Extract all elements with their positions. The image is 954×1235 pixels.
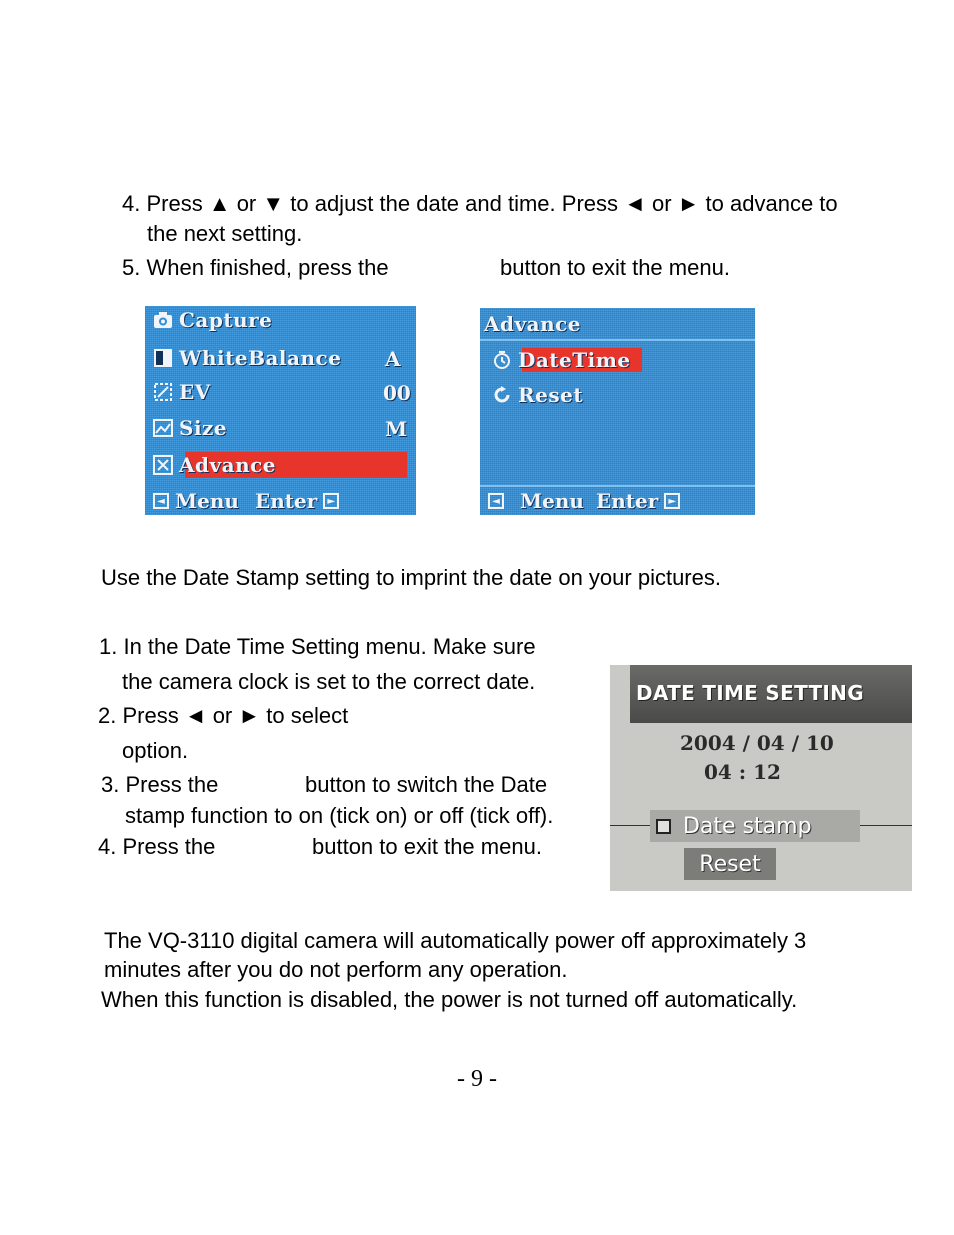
dts-date: 2004 / 04 / 10 <box>680 731 834 755</box>
ds-step-1-line-2: the camera clock is set to the correct date. <box>122 669 536 694</box>
auto-power-line-1: The VQ-3110 digital camera will automatically power off approximately 3 <box>104 928 807 953</box>
ds-step-4-text-a: 4. Press the <box>98 834 216 859</box>
step-4-line-2: the next setting. <box>147 221 303 246</box>
camera-icon <box>153 310 173 330</box>
menu-item-label: Advance <box>179 453 277 477</box>
page-number: - 9 - <box>457 1066 497 1092</box>
menu-item-value: 00 <box>383 381 411 405</box>
menu-item-label: EV <box>179 380 211 404</box>
ds-step-3-line-2: stamp function to on (tick on) or off (tick off). <box>125 803 554 828</box>
footer-enter-label: Enter <box>595 489 659 513</box>
advance-title-row <box>484 310 581 338</box>
date-time-setting-screen <box>610 665 912 891</box>
menu-item-label: Size <box>179 416 228 440</box>
dts-date-stamp-row <box>650 810 860 842</box>
footer-enter-label: Enter <box>254 489 318 513</box>
advance-title: Advance <box>484 312 582 336</box>
advance-item-label: Reset <box>518 383 584 407</box>
title-divider <box>480 339 755 341</box>
ds-step-1-line-1: 1. In the Date Time Setting menu. Make sure <box>99 634 536 659</box>
menu-footer <box>145 487 416 515</box>
dts-title: DATE TIME SETTING <box>636 681 864 705</box>
left-key-icon: ◄ <box>488 493 504 509</box>
menu-item-label: WhiteBalance <box>179 346 342 370</box>
menu-screen <box>145 306 416 515</box>
footer-menu-label: Menu <box>520 489 584 513</box>
menu-item-ev <box>153 378 211 406</box>
menu-item-label: Capture <box>179 308 273 332</box>
left-key-icon: ◄ <box>153 493 169 509</box>
advance-icon <box>153 455 173 475</box>
advance-item-reset <box>492 381 583 409</box>
ds-step-4-text-b: button to exit the menu. <box>312 834 542 859</box>
auto-power-line-2: minutes after you do not perform any operation. <box>104 957 568 982</box>
menu-item-value: M <box>385 417 408 441</box>
menu-item-whitebalance <box>153 344 341 372</box>
menu-item-value: A <box>385 347 401 371</box>
ds-step-2-line-1: 2. Press ◄ or ► to select <box>98 703 349 728</box>
step-5-text-a: 5. When finished, press the <box>122 255 389 280</box>
right-key-icon: ► <box>664 493 680 509</box>
advance-item-label: DateTime <box>518 348 631 372</box>
advance-item-datetime <box>492 346 631 374</box>
clock-icon <box>492 350 512 370</box>
advance-footer <box>480 487 755 515</box>
menu-item-capture <box>153 306 272 334</box>
size-icon <box>153 418 173 438</box>
dts-reset-label: Reset <box>684 848 776 880</box>
ds-step-2-line-2: option. <box>122 738 189 763</box>
menu-item-advance <box>153 451 276 479</box>
dts-time: 04 : 12 <box>704 760 781 784</box>
auto-power-line-3: When this function is disabled, the power is not turned off automatically. <box>101 987 798 1012</box>
ev-icon <box>153 382 173 402</box>
reset-icon <box>492 385 512 405</box>
menu-item-size <box>153 414 227 442</box>
step-5-text-b: button to exit the menu. <box>500 255 730 280</box>
dts-date-stamp-label: Date stamp <box>683 813 812 839</box>
step-4-line-1: 4. Press ▲ or ▼ to adjust the date and time. Press ◄ or ► to advance to <box>122 191 838 216</box>
right-key-icon: ► <box>323 493 339 509</box>
ds-step-3-text-b: button to switch the Date <box>305 772 548 797</box>
footer-menu-label: Menu <box>175 489 239 513</box>
date-stamp-intro: Use the Date Stamp setting to imprint the date on your pictures. <box>101 565 721 590</box>
advance-screen <box>480 308 755 515</box>
ds-step-3-text-a: 3. Press the <box>101 772 219 797</box>
checkbox-icon <box>656 819 671 834</box>
white-balance-icon <box>153 348 173 368</box>
